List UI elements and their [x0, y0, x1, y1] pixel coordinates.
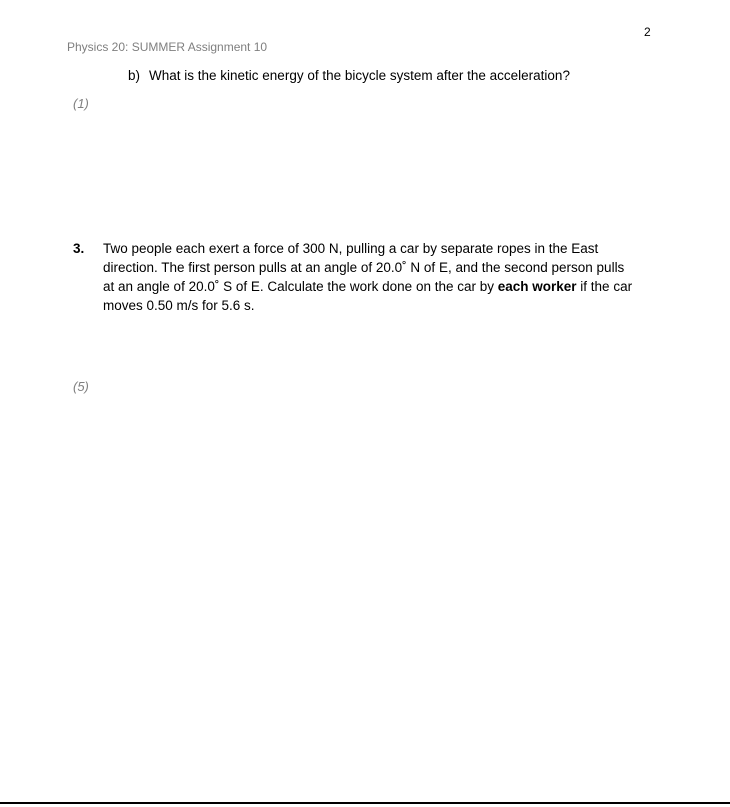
- page-number: 2: [644, 25, 651, 39]
- question-3-line-3-start: at an angle of 20.0˚ S of E. Calculate the work done on the car by: [103, 279, 498, 294]
- question-3-text: [103, 239, 648, 315]
- question-2b: [128, 68, 570, 83]
- question-3-line-4: moves 0.50 m/s for 5.6 s.: [103, 298, 255, 313]
- question-2b-label: b): [128, 68, 141, 83]
- question-3-line-3: [103, 277, 648, 296]
- marks-question-2b: (1): [73, 96, 89, 111]
- question-3-line-1: Two people each exert a force of 300 N, pulling a car by separate ropes in the East: [103, 241, 599, 256]
- question-3-line-2: direction. The first person pulls at an angle of 20.0˚ N of E, and the second person pulls: [103, 260, 625, 275]
- question-3-line-3-end: if the car: [576, 279, 633, 294]
- marks-question-3: (5): [73, 379, 89, 394]
- question-3-emphasis: each worker: [497, 279, 577, 294]
- question-3-number: 3.: [73, 241, 85, 256]
- page-bottom-rule: [0, 802, 730, 804]
- document-header: Physics 20: SUMMER Assignment 10: [67, 40, 268, 54]
- question-2b-text: What is the kinetic energy of the bicycle system after the acceleration?: [149, 68, 570, 83]
